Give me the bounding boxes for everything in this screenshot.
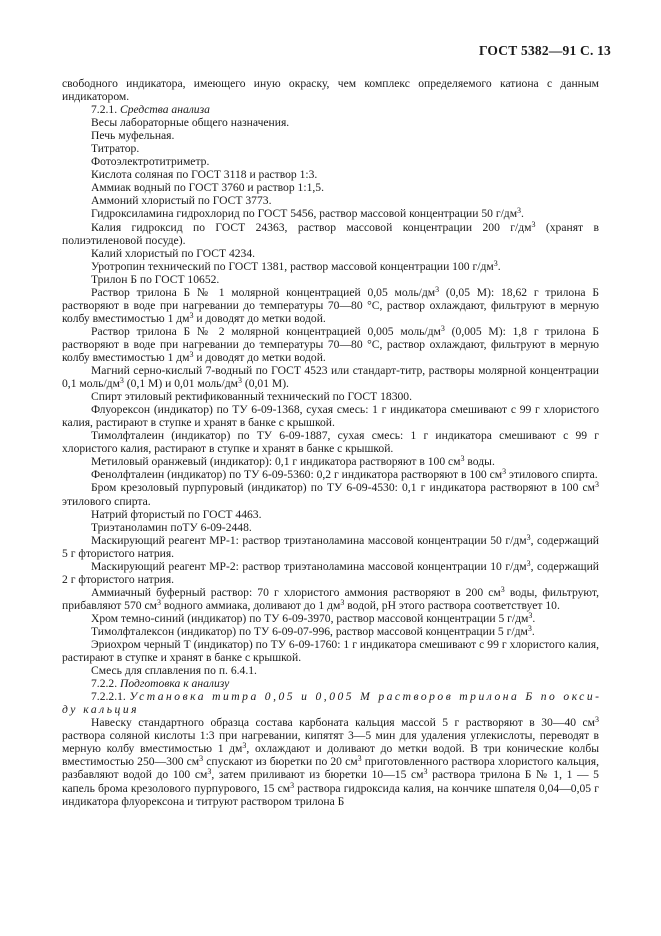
paragraph	[62, 286, 599, 325]
paragraph-text: Маскирующий реагент МР-2: раствор триэтаноламина массовой концентрации 10 $г/дм^3$, содержащий 2 г фтористого натрия.	[62, 558, 599, 586]
paragraph-text: Триэтаноламин поТУ 6-09-2448.	[91, 520, 252, 534]
paragraph-text: Аммиачный буферный раствор: 70 г хлористого аммония растворяют в 200 $см^3$ воды, фильтруют, прибавляют 570 $см^3$ водного аммиака, доливают до 1 $дм^3$ водой, рН этого раствора соответствует 10.	[62, 584, 599, 612]
paragraph	[62, 664, 599, 677]
paragraph	[62, 429, 599, 455]
paragraph	[62, 129, 599, 142]
paragraph	[62, 690, 599, 716]
paragraph-text: Метиловый оранжевый (индикатор): 0,1 г индикатора растворяют в 100 $см^3$ воды.	[91, 454, 495, 469]
section-heading: Средства анализа	[119, 103, 210, 117]
paragraph	[62, 534, 599, 560]
paragraph	[62, 247, 599, 260]
paragraph-text: Кислота соляная по ГОСТ 3118 и раствор 1:3.	[91, 168, 318, 182]
paragraph	[62, 390, 599, 403]
paragraph	[62, 260, 599, 273]
paragraph	[62, 116, 599, 129]
paragraph-text: Бром крезоловый пурпуровый (индикатор) по ТУ 6-09-4530: 0,1 г индикатора растворяют в 100 $см^3$ этилового спирта.	[62, 480, 599, 508]
paragraph-text: Трилон Б по ГОСТ 10652.	[91, 272, 220, 286]
paragraph	[62, 586, 599, 612]
paragraph-text: Хром темно-синий (индикатор) по ТУ 6-09-3970, раствор массовой концентрации 5 $г/дм^3$.	[91, 610, 536, 625]
paragraph-text: Флуорексон (индикатор) по ТУ 6-09-1368, сухая смесь: 1 г индикатора смешивают с 99 г хлористого калия, растирают в ступке и хранят в банке с крышкой.	[62, 403, 599, 430]
paragraph-text: Аммиак водный по ГОСТ 3760 и раствор 1:1,5.	[91, 181, 324, 195]
paragraph-text: Аммоний хлористый по ГОСТ 3773.	[91, 194, 272, 208]
paragraph	[62, 273, 599, 286]
paragraph	[62, 612, 599, 625]
paragraph-text: Раствор трилона Б № 2 молярной концентрацией 0,005 моль/$дм^3$ (0,005 М): 1,8 г трилона Б растворяют в воде при нагревании до температуры 70—80 °С, раствор охлаждают, фильтруют в мерную колбу вместимостью 1 $дм^3$ и доводят до метки водой.	[62, 323, 599, 364]
page-header: ГОСТ 5382—91 С. 13	[478, 43, 611, 58]
paragraph-text: Спирт этиловый ректификованный технический по ГОСТ 18300.	[91, 390, 413, 404]
paragraph	[62, 77, 599, 103]
section-heading: Установка титра 0,05 и 0,005 М растворов трилона Б по оксиду кальция	[62, 690, 599, 717]
paragraph-text: Калий хлористый по ГОСТ 4234.	[91, 246, 256, 260]
paragraph-text: Фенолфталеин (индикатор) по ТУ 6-09-5360: 0,2 г индикатора растворяют в 100 $см^3$ этилового спирта.	[91, 467, 598, 482]
paragraph	[62, 508, 599, 521]
paragraph-text: Калия гидроксид по ГОСТ 24363, раствор массовой концентрации 200 $г/дм^3$ (хранят в полиэтиленовой посуде).	[62, 219, 599, 247]
paragraph-text: Печь муфельная.	[91, 129, 175, 143]
paragraph	[62, 364, 599, 390]
paragraph-text: Раствор трилона Б № 1 молярной концентрацией 0,05 моль/$дм^3$ (0,05 М): 18,62 г трилона Б растворяют в воде при нагревании до температуры 70—80 °С, раствор охлаждают, фильтруют в мерную колбу вместимостью 1 $дм^3$ и доводят до метки водой.	[62, 284, 599, 325]
paragraph-text: Титратор.	[91, 142, 140, 156]
paragraph	[62, 677, 599, 690]
paragraph-text: Тимолфталексон (индикатор) по ТУ 6-09-07-996, раствор массовой концентрации 5 $г/дм^3$.	[91, 623, 535, 638]
section-number: 7.2.1.	[91, 103, 120, 117]
document-body	[62, 77, 599, 808]
paragraph-text: Уротропин технический по ГОСТ 1381, раствор массовой концентрации 100 $г/дм^3$.	[91, 258, 501, 273]
paragraph	[62, 625, 599, 638]
paragraph	[62, 468, 599, 481]
paragraph-text: Смесь для сплавления по п. 6.4.1.	[91, 664, 257, 678]
paragraph	[62, 181, 599, 194]
paragraph-text: Гидроксиламина гидрохлорид по ГОСТ 5456, раствор массовой концентрации 50 $г/дм^3$.	[91, 206, 524, 221]
paragraph	[62, 207, 599, 220]
paragraph	[62, 325, 599, 364]
paragraph	[62, 142, 599, 155]
paragraph	[62, 155, 599, 168]
paragraph-text: Эриохром черный Т (индикатор) по ТУ 6-09-1760: 1 г индикатора смешивают с 99 г хлористого калия, растирают в ступке и хранят в банке с крышкой.	[62, 638, 599, 665]
paragraph	[62, 221, 599, 247]
paragraph	[62, 103, 599, 116]
paragraph-text: Натрий фтористый по ГОСТ 4463.	[91, 507, 262, 521]
paragraph-text: Маскирующий реагент МР-1: раствор триэтаноламина массовой концентрации 50 $г/дм^3$, содержащий 5 г фтористого натрия.	[62, 532, 599, 560]
paragraph-text: Магний серно-кислый 7-водный по ГОСТ 4523 или стандарт-титр, растворы молярной концентрации 0,1 моль/$дм^3$ (0,1 М) и 0,01 моль/$дм^3$ (0,01 М).	[62, 364, 599, 391]
section-number: 7.2.2.	[91, 677, 120, 691]
paragraph	[62, 455, 599, 468]
paragraph-text: Тимолфталеин (индикатор) по ТУ 6-09-1887, сухая смесь: 1 г индикатора смешивают с 99 г хлористого калия, растирают в ступке и хранят в банке с крышкой.	[62, 429, 599, 456]
paragraph	[62, 560, 599, 586]
paragraph-text: Фотоэлектротитриметр.	[91, 155, 210, 169]
paragraph	[62, 521, 599, 534]
paragraph	[62, 403, 599, 429]
paragraph	[62, 716, 599, 807]
paragraph-text: Навеску стандартного образца состава карбоната кальция массой 5 г растворяют в 30—40 $см^3$ раствора соляной кислоты 1:3 при нагревании, кипятят 3—5 мин для удаления углекислоты, переводят в мерную колбу вместимостью 1 $дм^3$, охлаждают и доливают до метки водой. В три конические колбы вместимостью 250—300 $см^3$ спускают из бюретки по 20 $см^3$ приготовленного раствора хлористого кальция, разбавляют водой до 100 $см^3$, затем приливают из бюретки 10—15 $см^3$ раствора трилона Б № 1, 1 — 5 капель брома крезолового пурпурового, 15 $см^3$ раствора гидроксида калия, на кончике шпателя 0,04—0,05 г индикатора флуорексона и титруют раствором трилона Б	[62, 715, 600, 808]
paragraph	[62, 481, 599, 507]
paragraph-text: Весы лабораторные общего назначения.	[91, 116, 290, 130]
paragraph-text: свободного индикатора, имеющего иную окраску, чем комплекс определяемого катиона с данным индикатором.	[62, 77, 599, 104]
paragraph	[62, 168, 599, 181]
section-heading: Подготовка к анализу	[119, 677, 230, 691]
paragraph	[62, 638, 599, 664]
section-number: 7.2.2.1.	[91, 690, 130, 704]
